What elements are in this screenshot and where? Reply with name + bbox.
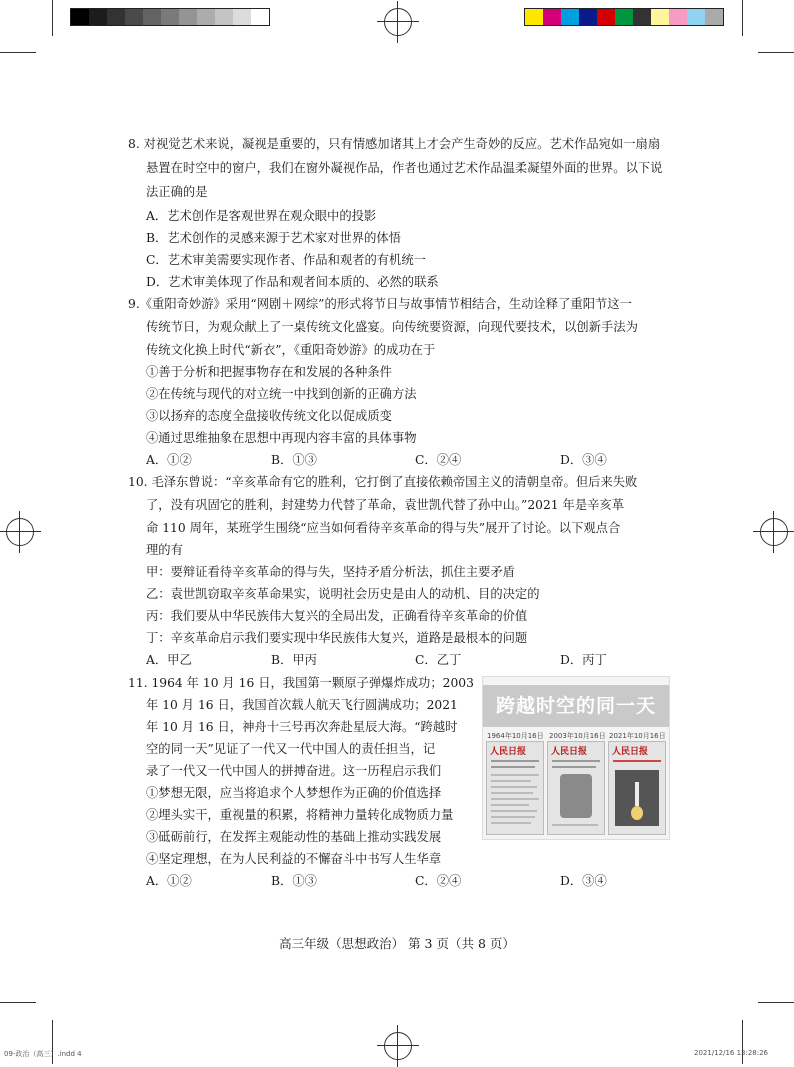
text-line bbox=[491, 798, 539, 800]
q10-stem-line: 了，没有巩固它的胜利，封建势力代替了革命，袁世凯代替了孙中山。”2021 年是辛亥革 bbox=[146, 498, 625, 512]
q11-item: ③砥砺前行，在发挥主观能动性的基础上推动实践发展 bbox=[146, 830, 442, 844]
crop-mark bbox=[742, 1020, 743, 1064]
text-line bbox=[613, 760, 661, 762]
choice-b: B．甲丙 bbox=[271, 653, 317, 667]
page-footer: 高三年级（思想政治） 第 3 页（共 8 页） bbox=[279, 936, 515, 951]
text-line bbox=[552, 766, 596, 768]
crop-mark bbox=[52, 0, 53, 36]
q11-stem-line: 年 10 月 16 日，神舟十三号再次奔赴星辰大海。“跨越时 bbox=[146, 720, 458, 734]
text-line bbox=[491, 792, 533, 794]
crop-mark bbox=[0, 52, 36, 53]
q11-item: ④坚定理想，在为人民利益的不懈奋斗中书写人生华章 bbox=[146, 852, 442, 866]
q10-choices bbox=[146, 653, 607, 668]
text-line bbox=[491, 810, 537, 812]
newspaper-masthead: 人民日报 bbox=[490, 747, 527, 757]
q11-stem-line: 年 10 月 16 日，我国首次载人航天飞行圆满成功；2021 bbox=[146, 698, 458, 712]
figure-date: 2003年10月16日 bbox=[549, 732, 606, 740]
q8-stem-line: 悬置在时空中的窗户，我们在窗外凝视作品，作者也通过艺术作品温柔凝望外面的世界。以下说 bbox=[146, 161, 663, 175]
text-line bbox=[491, 774, 539, 776]
choice-c: C．②④ bbox=[415, 453, 462, 467]
q8-stem-line: 法正确的是 bbox=[146, 185, 208, 199]
figure-title: 跨越时空的同一天 bbox=[483, 685, 669, 727]
color-bar bbox=[524, 8, 724, 26]
q8-option: D．艺术审美体现了作品和观者间本质的、必然的联系 bbox=[146, 275, 439, 289]
q10-stem-line: 10. 毛泽东曾说：“辛亥革命有它的胜利，它打倒了直接依赖帝国主义的清朝皇帝。但后来失败 bbox=[128, 475, 638, 489]
crop-mark bbox=[742, 0, 743, 36]
choice-a: A．①② bbox=[146, 874, 192, 888]
crop-mark bbox=[758, 52, 794, 53]
text-line bbox=[491, 766, 535, 768]
q11-stem-line: 空的同一天”见证了一代又一代中国人的责任担当，记 bbox=[146, 742, 436, 756]
q11-stem-line: 11. 1964 年 10 月 16 日，我国第一颗原子弹爆炸成功；2003 bbox=[128, 676, 474, 690]
q10-item: 乙：袁世凯窃取辛亥革命果实，说明社会历史是由人的动机、目的决定的 bbox=[146, 587, 540, 601]
q10-item: 丙：我们要从中华民族伟大复兴的全局出发，正确看待辛亥革命的价值 bbox=[146, 609, 528, 623]
q11-stem-line: 录了一代又一代中国人的拼搏奋进。这一历程启示我们 bbox=[146, 764, 442, 778]
newspaper-masthead: 人民日报 bbox=[551, 747, 588, 757]
q8-option: B．艺术创作的灵感来源于艺术家对世界的体悟 bbox=[146, 231, 401, 245]
registration-mark-bottom bbox=[384, 1032, 412, 1060]
file-slug: 09-政治（高三）.indd 4 bbox=[4, 1050, 82, 1058]
newspaper-masthead: 人民日报 bbox=[612, 747, 649, 757]
q9-choices bbox=[146, 453, 607, 468]
crop-mark bbox=[758, 1002, 794, 1003]
q11-choices bbox=[146, 874, 607, 889]
q10-item: 甲：要辩证看待辛亥革命的得与失，坚持矛盾分析法，抓住主要矛盾 bbox=[146, 565, 515, 579]
choice-b: B．①③ bbox=[271, 874, 317, 888]
text-line bbox=[491, 816, 535, 818]
choice-c: C．乙丁 bbox=[415, 653, 462, 667]
q10-stem-line: 理的有 bbox=[146, 543, 183, 557]
newspaper-2003 bbox=[547, 741, 605, 835]
text-line bbox=[552, 760, 600, 762]
choice-c: C．②④ bbox=[415, 874, 462, 888]
rocket-icon bbox=[635, 782, 639, 806]
newspaper-figure bbox=[482, 676, 670, 840]
registration-mark-top bbox=[384, 8, 412, 36]
text-line bbox=[552, 824, 598, 826]
registration-mark-left bbox=[6, 518, 34, 546]
q9-item: ②在传统与现代的对立统一中找到创新的正确方法 bbox=[146, 387, 417, 401]
text-line bbox=[491, 760, 539, 762]
print-timestamp: 2021/12/16 13:28:26 bbox=[694, 1049, 769, 1057]
q9-item: ④通过思维抽象在思想中再现内容丰富的具体事物 bbox=[146, 431, 417, 445]
q9-stem-line: 传统文化换上时代“新衣”，《重阳奇妙游》的成功在于 bbox=[146, 343, 436, 357]
text-line bbox=[491, 804, 529, 806]
choice-b: B．①③ bbox=[271, 453, 317, 467]
text-line bbox=[491, 780, 531, 782]
q11-item: ①梦想无限，应当将追求个人梦想作为正确的价值选择 bbox=[146, 786, 442, 800]
q8-option: C．艺术审美需要实现作者、作品和观者的有机统一 bbox=[146, 253, 426, 267]
q11-item: ②埋头实干，重视量的积累，将精神力量转化成物质力量 bbox=[146, 808, 454, 822]
q10-stem-line: 命 110 周年，某班学生围绕“应当如何看待辛亥革命的得与失”展开了讨论。以下观点合 bbox=[146, 521, 621, 535]
q9-item: ①善于分析和把握事物存在和发展的各种条件 bbox=[146, 365, 392, 379]
choice-a: A．甲乙 bbox=[146, 653, 192, 667]
newspaper-1964 bbox=[486, 741, 544, 835]
q10-item: 丁：辛亥革命启示我们要实现中华民族伟大复兴，道路是最根本的问题 bbox=[146, 631, 528, 645]
figure-date: 2021年10月16日 bbox=[609, 732, 666, 740]
rocket-flame bbox=[631, 806, 643, 820]
choice-d: D．③④ bbox=[560, 874, 607, 888]
figure-date: 1964年10月16日 bbox=[487, 732, 544, 740]
text-line bbox=[491, 822, 531, 824]
grayscale-bar bbox=[70, 8, 270, 26]
crop-mark bbox=[0, 1002, 36, 1003]
q9-item: ③以扬弃的态度全盘接收传统文化以促成质变 bbox=[146, 409, 392, 423]
choice-a: A．①② bbox=[146, 453, 192, 467]
q9-stem-line: 传统节日，为观众献上了一桌传统文化盛宴。向传统要资源，向现代要技术，以创新手法为 bbox=[146, 320, 638, 334]
registration-mark-right bbox=[760, 518, 788, 546]
q8-stem-line: 8. 对视觉艺术来说，凝视是重要的，只有情感加诸其上才会产生奇妙的反应。艺术作品宛如一扇扇 bbox=[128, 137, 661, 151]
astronaut-photo bbox=[560, 774, 592, 818]
choice-d: D．③④ bbox=[560, 453, 607, 467]
text-line bbox=[491, 786, 537, 788]
q9-stem-line: 9.《重阳奇妙游》采用“网剧＋网综”的形式将节日与故事情节相结合，生动诠释了重阳节这一 bbox=[128, 297, 632, 311]
newspaper-2021 bbox=[608, 741, 666, 835]
q8-option: A．艺术创作是客观世界在观众眼中的投影 bbox=[146, 209, 377, 223]
choice-d: D．丙丁 bbox=[560, 653, 607, 667]
